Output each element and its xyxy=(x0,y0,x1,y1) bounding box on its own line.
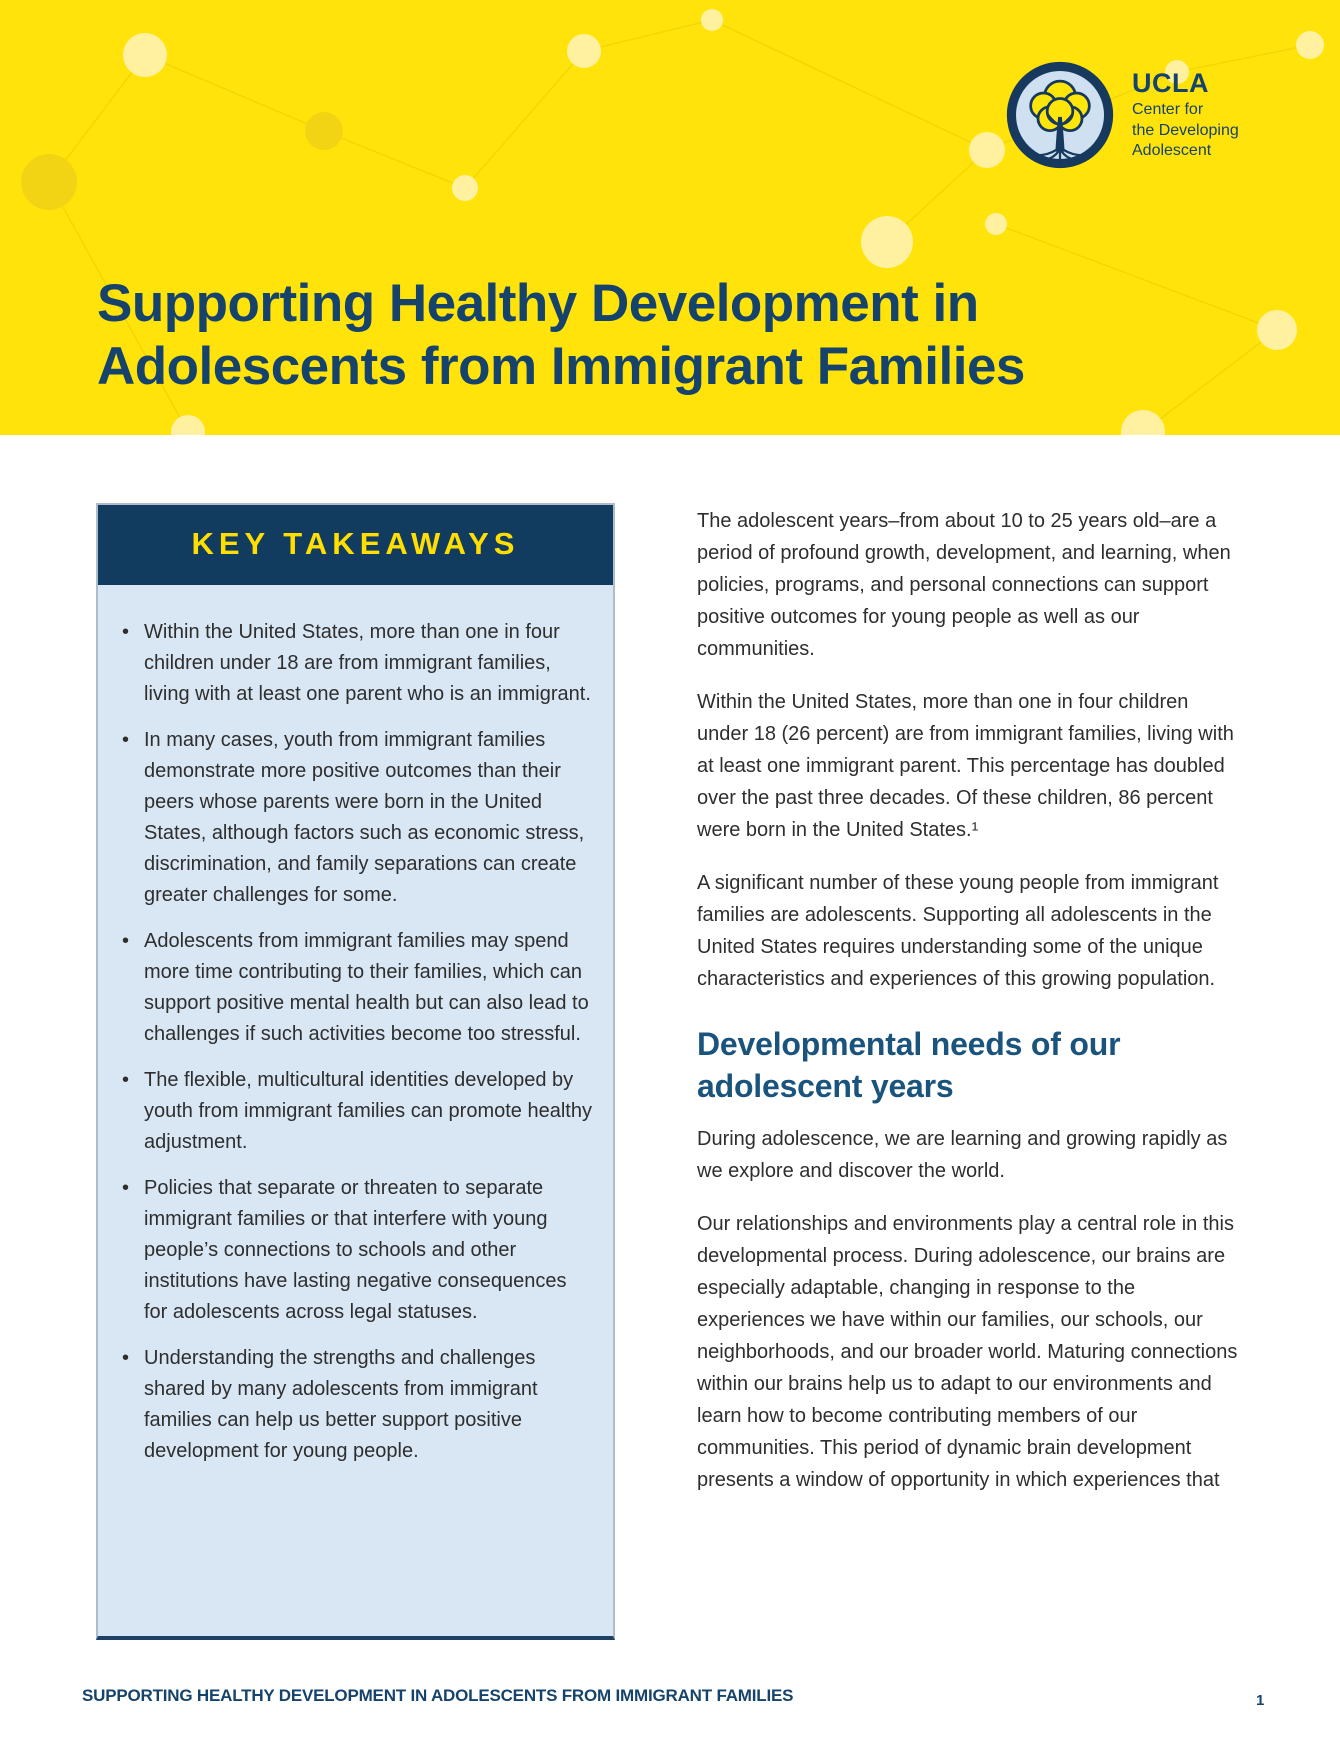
footer-running-title: SUPPORTING HEALTHY DEVELOPMENT IN ADOLESCENTS FROM IMMIGRANT FAMILIES xyxy=(82,1686,794,1705)
decorative-dot xyxy=(1296,31,1324,59)
key-takeaways-heading: KEY TAKEAWAYS xyxy=(96,503,615,585)
logo-name-line: the Developing xyxy=(1132,121,1239,139)
ucla-cda-logo xyxy=(1005,60,1239,170)
logo-name-line: Adolescent xyxy=(1132,142,1212,159)
article-body xyxy=(697,505,1245,1517)
takeaway-item: • Understanding the strengths and challenges shared by many adolescents from immigrant families can help us better support positive development for young people. xyxy=(120,1343,592,1467)
decorative-dot xyxy=(21,154,77,210)
key-takeaways-panel xyxy=(96,503,615,1640)
paragraph-statistics: Within the United States, more than one in four children under 18 (26 percent) are from immigrant families, living with at least one immigrant parent. This percentage has doubled over the past three decades. Of these children, 86 percent were born in the United States.¹ xyxy=(697,691,1234,841)
logo-org: UCLA xyxy=(1132,68,1209,98)
decorative-dot xyxy=(452,175,478,201)
decorative-dot xyxy=(861,216,913,268)
page-title-line2: Adolescents from Immigrant Families xyxy=(97,337,1025,396)
decorative-dot xyxy=(567,34,601,68)
paragraph-adolescence: During adolescence, we are learning and growing rapidly as we explore and discover the world. xyxy=(697,1128,1228,1182)
tree-icon xyxy=(1005,60,1115,170)
paragraph-population: A significant number of these young people from immigrant families are adolescents. Supporting all adolescents in the United States requires understanding some of the unique characteristics and experiences of this growing population. xyxy=(697,872,1219,990)
key-takeaways-list xyxy=(120,617,592,1482)
takeaway-item: • In many cases, youth from immigrant families demonstrate more positive outcomes than their peers whose parents were born in the United States, although factors such as economic stress, discrimination, and family separations can create greater challenges for some. xyxy=(120,725,592,911)
takeaway-item: • Policies that separate or threaten to separate immigrant families or that interfere with young people’s connections to schools and other institutions have lasting negative consequences for adolescents across legal statuses. xyxy=(120,1173,592,1328)
decorative-dot xyxy=(701,9,723,31)
section-heading: Developmental needs of our adolescent years xyxy=(697,1026,1121,1104)
takeaway-item: • Within the United States, more than one in four children under 18 are from immigrant families, living with at least one parent who is an immigrant. xyxy=(120,617,592,710)
takeaway-item: • Adolescents from immigrant families may spend more time contributing to their families, which can support positive mental health but can also lead to challenges if such activities become too stressful. xyxy=(120,926,592,1050)
logo-text xyxy=(1132,68,1239,161)
decorative-dot xyxy=(985,213,1007,235)
page-number: 1 xyxy=(1256,1692,1265,1709)
paragraph-relationships: Our relationships and environments play a central role in this developmental process. During adolescence, our brains are especially adaptable, changing in response to the experiences we have within our families, our schools, our neighborhoods, and our broader world. Maturing connections within our brains help us to adapt to our environments and learn how to become contributing members of our communities. This period of dynamic brain development presents a window of opportunity in which experiences that xyxy=(697,1213,1238,1491)
decorative-dot xyxy=(969,132,1005,168)
takeaway-item: • The flexible, multicultural identities developed by youth from immigrant families can promote healthy adjustment. xyxy=(120,1065,592,1158)
paragraph-intro: The adolescent years–from about 10 to 25 years old–are a period of profound growth, development, and learning, when policies, programs, and personal connections can support positive outcomes for young people as well as our communities. xyxy=(697,510,1231,660)
decorative-dot xyxy=(1257,310,1297,350)
hero-banner xyxy=(0,0,1340,435)
logo-name-line: Center for xyxy=(1132,101,1204,118)
page-title xyxy=(97,272,1025,398)
decorative-dot xyxy=(123,33,167,77)
page-title-line1: Supporting Healthy Development in xyxy=(97,274,979,333)
decorative-dot xyxy=(305,112,343,150)
